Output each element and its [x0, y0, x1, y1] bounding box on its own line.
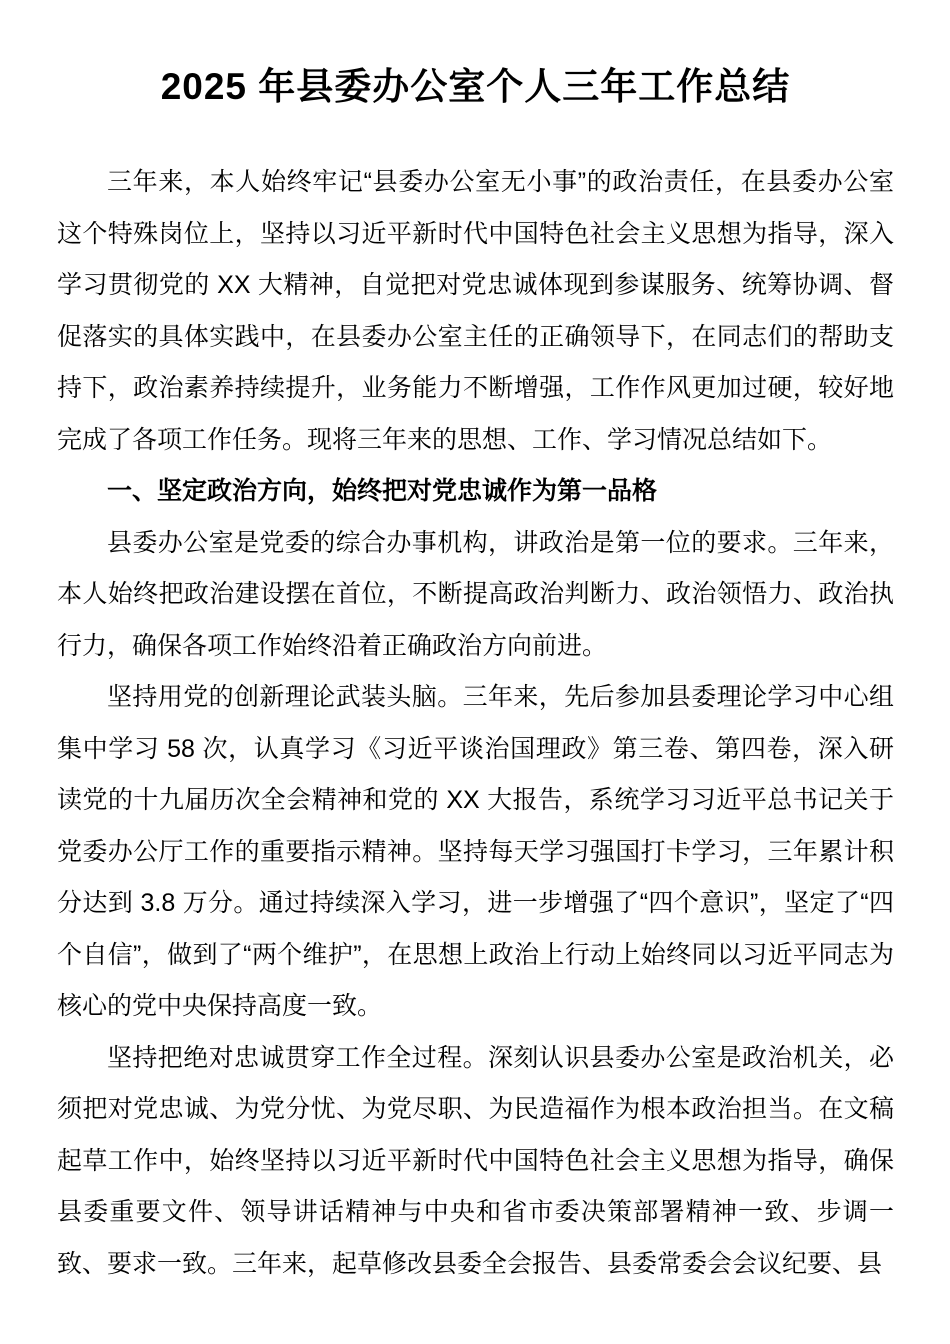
paragraph-theory-study: 坚持用党的创新理论武装头脑。三年来，先后参加县委理论学习中心组集中学习 58 次，认真学习《习近平谈治国理政》第三卷、第四卷，深入研读党的十九届历次全会精神和党的 XX 大报告，系统学习习近平总书记关于党委办公厅工作的重要指示精神。坚持每天学习强国打卡学习，三年累计积分达到 3.8 万分。通过持续深入学习，进一步增强了“四个意识”，坚定了“四个自信”，做到了“两个维护”，在思想上政治上行动上始终同以习近平同志为核心的党中央保持高度一致。	[57, 683, 894, 1020]
paragraph-loyalty-truncated: 坚持把绝对忠诚贯穿工作全过程。深刻认识县委办公室是政治机关，必须把对党忠诚、为党分忧、为党尽职、为民造福作为根本政治担当。在文稿起草工作中，始终坚持以习近平新时代中国特色社会主义思想为指导，确保县委重要文件、领导讲话精神与中央和省市委决策部署精神一致、步调一致、要求一致。三年来，起草修改县委全会报告、县委常委会会议纪要、县	[57, 1043, 894, 1278]
document-title: 2025 年县委办公室个人三年工作总结	[160, 66, 791, 107]
section-heading-1: 一、坚定政治方向，始终把对党忠诚作为第一品格	[107, 477, 658, 505]
paragraph-intro: 三年来，本人始终牢记“县委办公室无小事”的政治责任，在县委办公室这个特殊岗位上，坚持以习近平新时代中国特色社会主义思想为指导，深入学习贯彻党的 XX 大精神，自觉把对党忠诚体现到参谋服务、统筹协调、督促落实的具体实践中，在县委办公室主任的正确领导下，在同志们的帮助支持下，政治素养持续提升，业务能力不断增强，工作作风更加过硬，较好地完成了各项工作任务。现将三年来的思想、工作、学习情况总结如下。	[57, 168, 894, 454]
paragraph-political-direction: 县委办公室是党委的综合办事机构，讲政治是第一位的要求。三年来，本人始终把政治建设摆在首位，不断提高政治判断力、政治领悟力、政治执行力，确保各项工作始终沿着正确政治方向前进。	[57, 528, 894, 660]
